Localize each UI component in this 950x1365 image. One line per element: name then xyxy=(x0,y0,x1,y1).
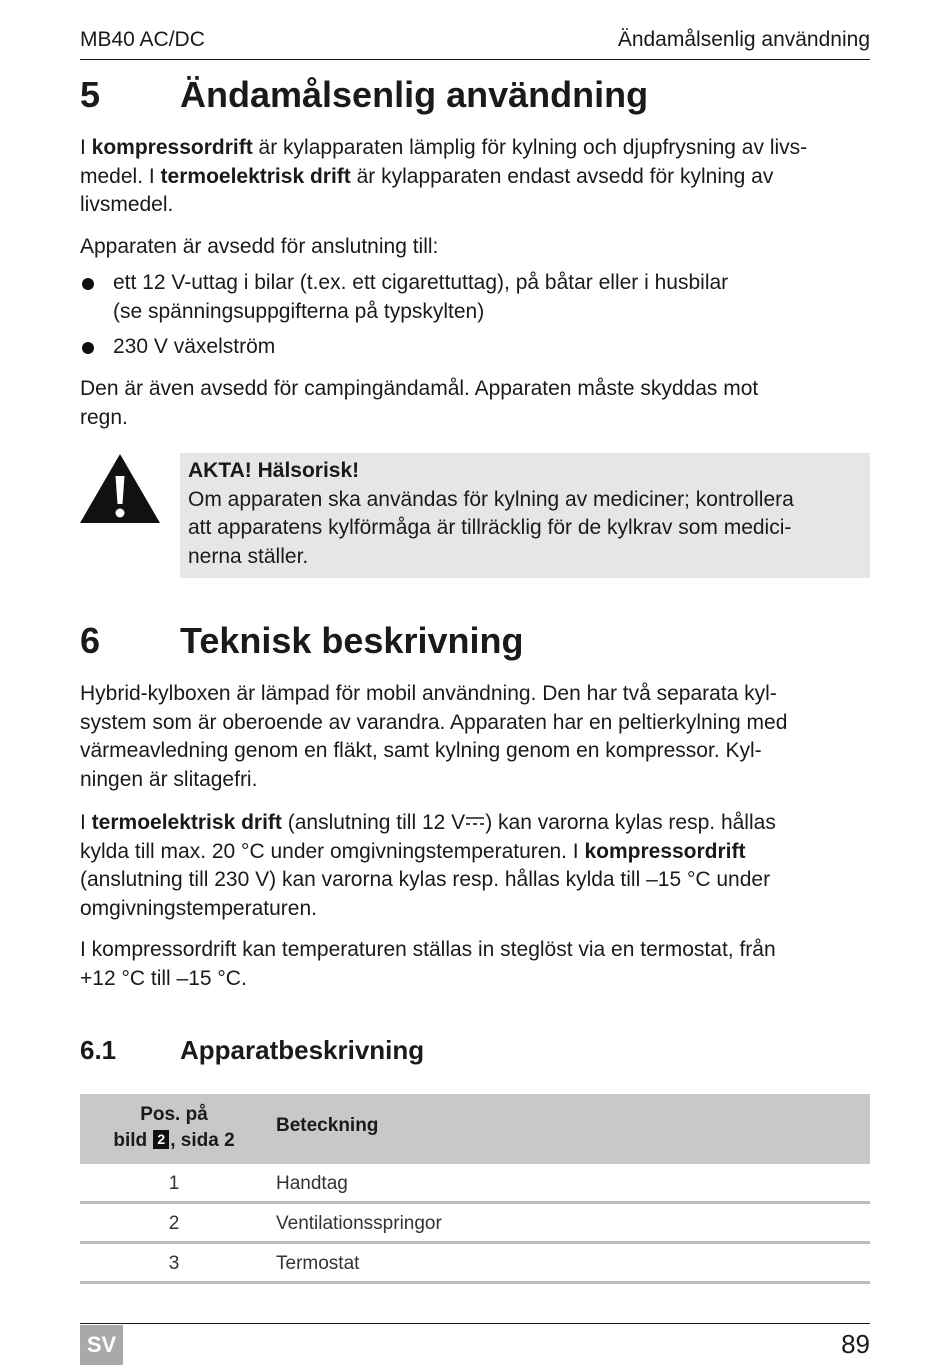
text: , sida 2 xyxy=(170,1130,235,1151)
text: är kylapparaten endast avsedd för kylning av xyxy=(350,164,774,188)
bullet-item xyxy=(80,269,872,326)
text: medel. I xyxy=(80,164,161,188)
text: system som är oberoende av varandra. Apparaten har en peltierkylning med xyxy=(80,710,788,734)
text: I xyxy=(80,811,92,834)
figure-number-badge: 2 xyxy=(153,1130,169,1149)
row-designation: Handtag xyxy=(276,1173,348,1194)
table-row xyxy=(80,1204,870,1244)
page-header xyxy=(80,28,870,60)
footer-divider xyxy=(80,1323,870,1324)
text: kylda till max. 20 °C under omgivningstemperaturen. I xyxy=(80,839,585,863)
row-position: 3 xyxy=(168,1253,180,1274)
table-row xyxy=(80,1164,870,1204)
text: livsmedel. xyxy=(80,193,174,216)
section-5-heading xyxy=(80,74,648,116)
text: ningen är slitagefri. xyxy=(80,767,258,791)
section-6-heading xyxy=(80,620,523,662)
section-6-1-heading xyxy=(80,1035,424,1066)
component-table xyxy=(80,1094,870,1284)
row-designation: Termostat xyxy=(276,1253,360,1274)
warning-box xyxy=(180,453,870,578)
column-header-position xyxy=(80,1102,268,1154)
bold-termoelektrisk: termoelektrisk drift xyxy=(91,811,282,834)
text: (anslutning till 12 V xyxy=(281,811,466,834)
text: Pos. på xyxy=(140,1104,208,1125)
section-6-1-number: 6.1 xyxy=(80,1035,117,1065)
section-5-paragraph-3 xyxy=(80,375,872,432)
section-6-1-title: Apparatbeskrivning xyxy=(180,1035,425,1065)
header-chapter: Ändamålsenlig användning xyxy=(617,28,870,51)
bullet-line: 230 V växelström xyxy=(113,335,276,358)
warning-triangle-icon xyxy=(79,452,161,524)
text: omgivningstemperaturen. xyxy=(80,896,317,920)
row-designation: Ventilationsspringor xyxy=(276,1213,442,1234)
language-badge: SV xyxy=(80,1325,123,1365)
bullet-line: (se spänningsuppgifterna på typskylten) xyxy=(113,299,485,323)
section-6-paragraph-2 xyxy=(80,809,872,923)
text: regn. xyxy=(80,405,128,429)
section-5-number: 5 xyxy=(80,74,101,115)
text: ) kan varorna kylas resp. hållas xyxy=(485,811,776,834)
header-model: MB40 AC/DC xyxy=(80,28,205,51)
section-5-paragraph-1 xyxy=(80,134,872,220)
warning-title: AKTA! Hälsorisk! xyxy=(188,459,360,482)
bullet-item xyxy=(80,333,872,362)
page-number: 89 xyxy=(841,1329,870,1359)
section-6-paragraph-1 xyxy=(80,680,872,794)
column-header-designation: Beteckning xyxy=(276,1115,379,1136)
row-position: 1 xyxy=(168,1173,180,1194)
bullet-dot-icon xyxy=(82,342,94,354)
bold-kompressordrift: kompressordrift xyxy=(91,136,253,159)
bold-termoelektrisk: termoelektrisk drift xyxy=(160,164,351,188)
text: värmeavledning genom en fläkt, samt kylning genom en kompressor. Kyl- xyxy=(80,739,762,762)
warning-line: Om apparaten ska användas för kylning av mediciner; kontrollera xyxy=(188,487,794,511)
section-5-title: Ändamålsenlig användning xyxy=(180,74,649,115)
text: Den är även avsedd för campingändamål. Apparaten måste skyddas mot xyxy=(80,377,759,400)
text: (anslutning till 230 V) kan varorna kylas resp. hållas kylda till –15 °C under xyxy=(80,868,771,891)
table-row xyxy=(80,1244,870,1284)
text: Hybrid-kylboxen är lämpad för mobil användning. Den har två separata kyl- xyxy=(80,682,777,705)
text: +12 °C till –15 °C. xyxy=(80,966,247,990)
section-6-title: Teknisk beskrivning xyxy=(180,620,524,661)
warning-line: nerna ställer. xyxy=(188,544,309,568)
text: är kylapparaten lämplig för kylning och djupfrysning av livs- xyxy=(252,136,808,159)
section-5-paragraph-2: Apparaten är avsedd för anslutning till: xyxy=(80,235,439,258)
row-position: 2 xyxy=(168,1213,180,1234)
section-6-number: 6 xyxy=(80,620,101,661)
warning-line: att apparatens kylförmåga är tillräcklig för de kylkrav som medici- xyxy=(188,516,792,539)
text: I kompressordrift kan temperaturen ställas in steglöst via en termostat, från xyxy=(80,938,776,961)
table-header xyxy=(80,1094,870,1164)
bullet-dot-icon xyxy=(82,278,94,290)
bold-kompressordrift: kompressordrift xyxy=(584,839,746,863)
text: bild xyxy=(113,1130,153,1151)
text: I xyxy=(80,136,92,159)
section-6-paragraph-3 xyxy=(80,936,872,993)
bullet-line: ett 12 V-uttag i bilar (t.ex. ett cigarettuttag), på båtar eller i husbilar xyxy=(113,271,729,294)
dc-symbol-icon xyxy=(465,814,485,828)
